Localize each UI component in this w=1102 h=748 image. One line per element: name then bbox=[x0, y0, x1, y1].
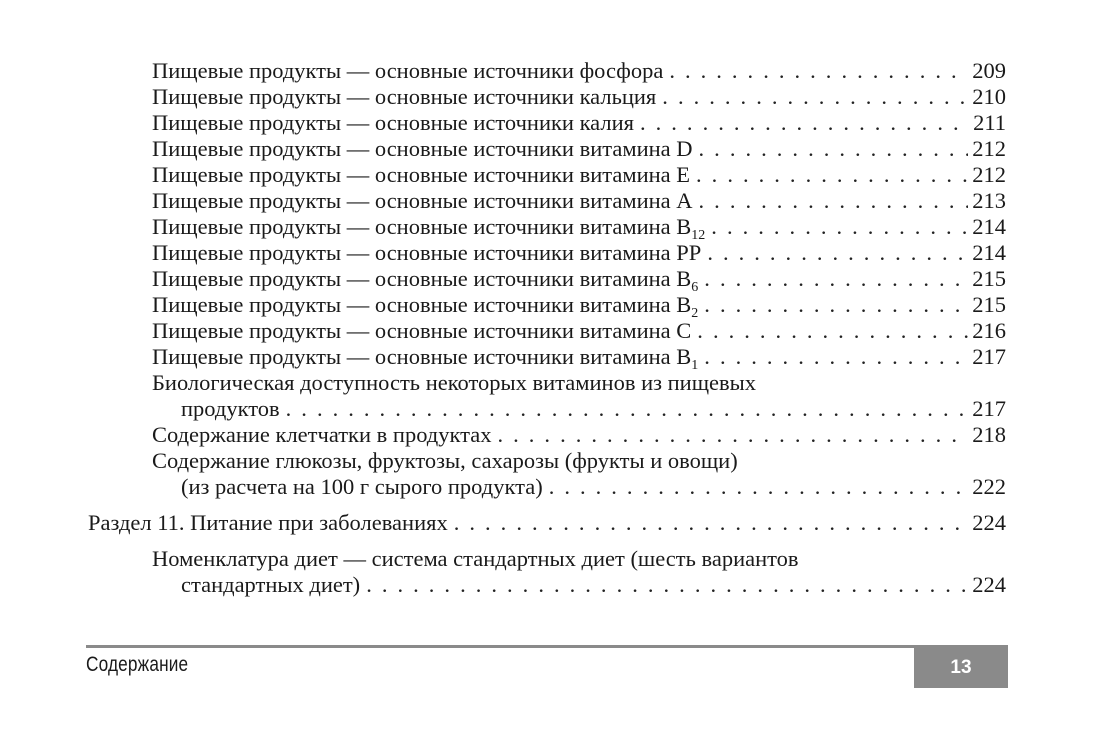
toc-entry-potassium[interactable] bbox=[0, 110, 1102, 136]
toc-entry-title: Пищевые продукты — основные источники калия bbox=[152, 110, 634, 135]
dot-leader bbox=[286, 396, 969, 422]
toc-page-number: 218 bbox=[972, 422, 1006, 447]
toc-entry-title-text: Пищевые продукты — основные источники витамина B bbox=[152, 214, 692, 239]
dot-leader bbox=[497, 422, 968, 448]
dot-leader bbox=[549, 474, 969, 500]
toc-entry-title: Пищевые продукты — основные источники витамина C bbox=[152, 318, 692, 343]
dot-leader bbox=[704, 292, 968, 318]
dot-leader bbox=[704, 266, 968, 292]
toc-entry-calcium[interactable] bbox=[0, 84, 1102, 110]
toc-page-number: 212 bbox=[972, 162, 1006, 187]
page-number-badge bbox=[914, 648, 1008, 688]
toc-entry-title-continued: продуктов bbox=[181, 396, 280, 421]
toc-page-number: 215 bbox=[972, 266, 1006, 291]
toc-entry-vitamin-d[interactable] bbox=[0, 136, 1102, 162]
toc-entry-title: Номенклатура диет — система стандартных диет (шесть вариантов bbox=[152, 546, 799, 571]
toc-section-title: Раздел 11. Питание при заболеваниях bbox=[88, 510, 448, 535]
toc-entry-vitamin-b2[interactable] bbox=[0, 292, 1102, 321]
subscript: 2 bbox=[691, 306, 699, 321]
toc-entry-title: Пищевые продукты — основные источники кальция bbox=[152, 84, 657, 109]
toc-section-11[interactable] bbox=[0, 510, 1102, 536]
toc-entry-title bbox=[152, 344, 699, 373]
toc-entry-title: Пищевые продукты — основные источники витамина PP bbox=[152, 240, 702, 265]
toc-page-number: 224 bbox=[972, 510, 1006, 535]
toc-page-number: 217 bbox=[972, 396, 1006, 421]
toc-entry-glucose[interactable] bbox=[0, 448, 1102, 500]
dot-leader bbox=[454, 510, 969, 536]
toc-page-number: 214 bbox=[972, 240, 1006, 265]
table-of-contents bbox=[0, 58, 1102, 598]
toc-entry-title: Пищевые продукты — основные источники витамина А bbox=[152, 188, 693, 213]
footer-divider bbox=[86, 645, 1008, 648]
toc-entry-vitamin-c[interactable] bbox=[0, 318, 1102, 344]
dot-leader bbox=[640, 110, 969, 136]
toc-entry-title bbox=[152, 266, 699, 295]
running-footer-title: Содержание bbox=[86, 653, 189, 676]
dot-leader bbox=[366, 572, 968, 598]
dot-leader bbox=[662, 84, 968, 110]
dot-leader bbox=[696, 162, 968, 188]
toc-page-number: 224 bbox=[972, 572, 1006, 597]
subscript: 6 bbox=[691, 280, 699, 295]
toc-page-number: 209 bbox=[972, 58, 1006, 83]
toc-page-number: 222 bbox=[972, 474, 1006, 499]
dot-leader bbox=[669, 58, 968, 84]
toc-page-number: 217 bbox=[972, 344, 1006, 369]
toc-entry-vitamin-b1[interactable] bbox=[0, 344, 1102, 373]
toc-entry-title: Содержание клетчатки в продуктах bbox=[152, 422, 492, 447]
toc-entry-vitamin-a[interactable] bbox=[0, 188, 1102, 214]
toc-entry-title-continued: стандартных диет) bbox=[181, 572, 361, 597]
page-number: 13 bbox=[950, 657, 972, 678]
toc-entry-title bbox=[152, 292, 699, 321]
dot-leader bbox=[699, 136, 969, 162]
dot-leader bbox=[704, 344, 968, 370]
dot-leader bbox=[711, 214, 968, 240]
toc-entry-title bbox=[152, 214, 706, 243]
toc-entry-title: Содержание глюкозы, фруктозы, сахарозы (фрукты и овощи) bbox=[152, 448, 738, 473]
toc-entry-bioavailability[interactable] bbox=[0, 370, 1102, 422]
toc-page-number: 211 bbox=[973, 110, 1006, 135]
subscript: 1 bbox=[691, 358, 699, 373]
toc-page-number: 214 bbox=[972, 214, 1006, 239]
toc-entry-title-continued: (из расчета на 100 г сырого продукта) bbox=[181, 474, 543, 499]
toc-page-number: 215 bbox=[972, 292, 1006, 317]
toc-page-number: 212 bbox=[972, 136, 1006, 161]
toc-entry-diet-nomenclature[interactable] bbox=[0, 546, 1102, 598]
dot-leader bbox=[699, 188, 969, 214]
toc-entry-vitamin-pp[interactable] bbox=[0, 240, 1102, 266]
toc-entry-title: Биологическая доступность некоторых витаминов из пищевых bbox=[152, 370, 757, 395]
toc-entry-phosphorus[interactable] bbox=[0, 58, 1102, 84]
toc-entry-vitamin-e[interactable] bbox=[0, 162, 1102, 188]
toc-entry-title: Пищевые продукты — основные источники витамина E bbox=[152, 162, 691, 187]
toc-page-number: 216 bbox=[972, 318, 1006, 343]
dot-leader bbox=[707, 240, 968, 266]
toc-entry-vitamin-b12[interactable] bbox=[0, 214, 1102, 243]
toc-entry-title: Пищевые продукты — основные источники фосфора bbox=[152, 58, 664, 83]
subscript: 12 bbox=[691, 228, 706, 243]
toc-entry-vitamin-b6[interactable] bbox=[0, 266, 1102, 295]
toc-entry-title-text: Пищевые продукты — основные источники витамина B bbox=[152, 292, 692, 317]
toc-page-number: 213 bbox=[972, 188, 1006, 213]
toc-entry-title-text: Пищевые продукты — основные источники витамина B bbox=[152, 344, 692, 369]
toc-entry-title-text: Пищевые продукты — основные источники витамина B bbox=[152, 266, 692, 291]
toc-entry-fiber[interactable] bbox=[0, 422, 1102, 448]
dot-leader bbox=[697, 318, 968, 344]
toc-page-number: 210 bbox=[972, 84, 1006, 109]
toc-entry-title: Пищевые продукты — основные источники витамина D bbox=[152, 136, 693, 161]
